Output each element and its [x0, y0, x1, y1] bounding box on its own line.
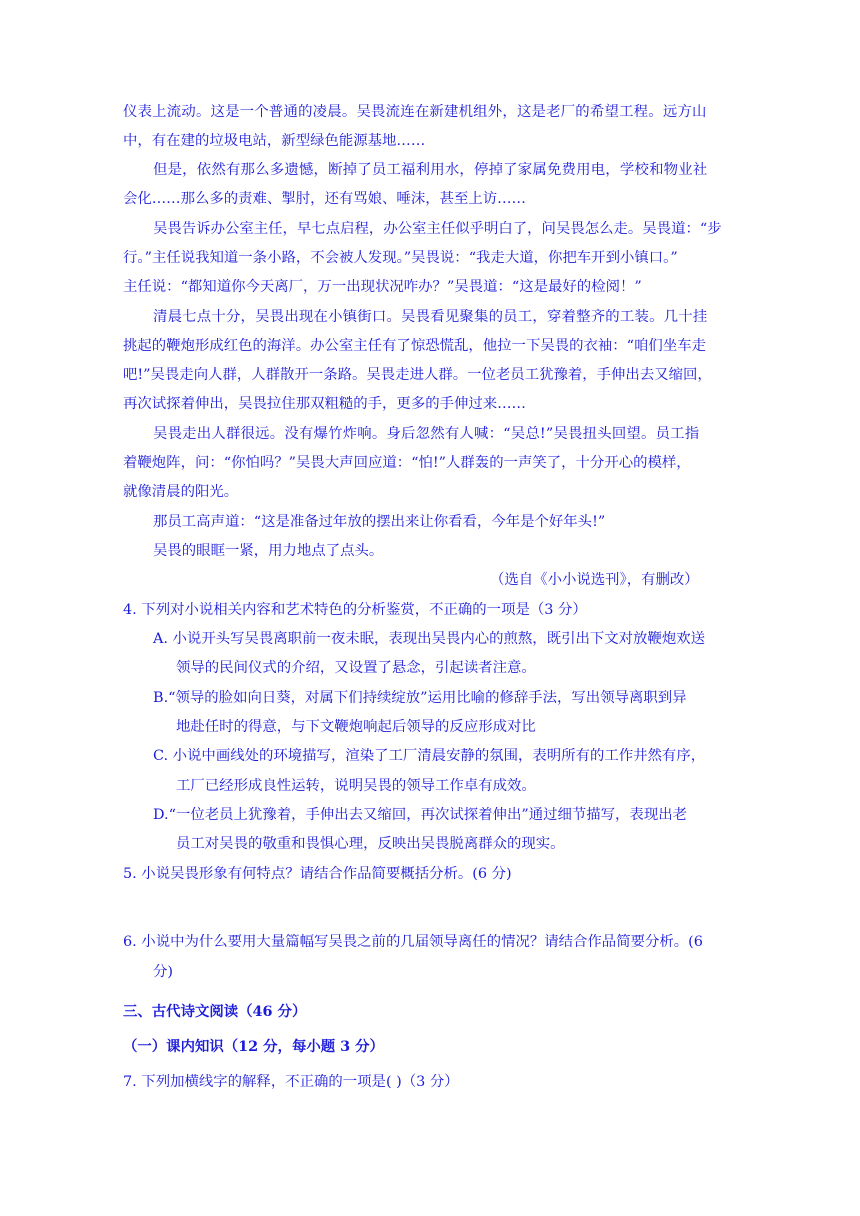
story-source: （选自《小小说选刊》，有删改）	[490, 572, 699, 588]
story-p5-line1: 吴畏走出人群很远。没有爆竹炸响。身后忽然有人喊：“吴总!”吴畏扭头回望。员工指	[153, 426, 700, 442]
story-p2-line2: 会化……那么多的责难、掣肘，还有骂娘、唾沫，甚至上访……	[123, 191, 526, 207]
story-p7: 吴畏的眼眶一紧，用力地点了点头。	[153, 543, 384, 559]
q4-stem: 4. 下列对小说相关内容和艺术特色的分析鉴赏，不正确的一项是（3 分）	[123, 602, 587, 618]
subsection-1-heading: （一）课内知识（12 分，每小题 3 分）	[123, 1038, 384, 1055]
section-3-heading: 三、古代诗文阅读（46 分）	[123, 1003, 307, 1020]
story-p5-line2: 着鞭炮阵，问：“你怕吗？”吴畏大声回应道：“怕!”人群轰的一声笑了，十分开心的模样，	[123, 455, 691, 471]
story-p3-line2: 行。”主任说我知道一条小路，不会被人发现。”吴畏说：“我走大道，你把车开到小镇口。”	[123, 250, 678, 266]
story-p6: 那员工高声道：“这是准备过年放的摆出来让你看看，今年是个好年头!”	[153, 514, 606, 530]
story-p1-line2: 中，有在建的垃圾电站，新型绿色能源基地……	[123, 133, 426, 149]
story-p5-line3: 就像清晨的阳光。	[123, 484, 239, 500]
q4-option-a-line2: 领导的民间仪式的介绍，又设置了悬念，引起读者注意。	[176, 660, 536, 676]
story-p4-line3: 吧!”吴畏走向人群，人群散开一条路。吴畏走进人群。一位老员工犹豫着，手伸出去又缩回，	[123, 367, 712, 383]
q4-option-c-line1: C. 小说中画线处的环境描写，渲染了工厂清晨安静的氛围，表明所有的工作井然有序，	[153, 748, 706, 764]
story-p3-line1: 吴畏告诉办公室主任，早七点启程，办公室主任似乎明白了，问吴畏怎么走。吴畏道：“步	[153, 221, 722, 237]
story-p2-line1: 但是，依然有那么多遗憾，断掉了员工福利用水，停掉了家属免费用电，学校和物业社	[153, 162, 708, 178]
story-p4-line4: 再次试探着伸出，吴畏拉住那双粗糙的手，更多的手伸过来……	[123, 396, 526, 412]
q4-option-b-line1: B.“领导的脸如向日葵，对属下们持续绽放”运用比喻的修辞手法，写出领导离职到异	[153, 690, 687, 706]
q6-stem-line1: 6. 小说中为什么要用大量篇幅写吴畏之前的几届领导离任的情况？请结合作品简要分析。(6	[123, 934, 703, 950]
q4-option-d-line2: 员工对吴畏的敬重和畏惧心理，反映出吴畏脱离群众的现实。	[176, 836, 565, 852]
q5-stem: 5. 小说吴畏形象有何特点？请结合作品简要概括分析。(6 分)	[123, 866, 512, 882]
story-p4-line2: 挑起的鞭炮形成红色的海洋。办公室主任有了惊恐慌乱，他拉一下吴畏的衣袖：“咱们坐车走	[123, 338, 706, 354]
story-p4-line1: 清晨七点十分，吴畏出现在小镇街口。吴畏看见聚集的员工，穿着整齐的工装。几十挂	[153, 309, 708, 325]
q7-stem: 7. 下列加横线字的解释，不正确的一项是( )（3 分）	[123, 1074, 459, 1090]
q6-stem-line2: 分)	[153, 964, 174, 980]
q4-option-d-line1: D.“一位老员上犹豫着，手伸出去又缩回，再次试探着伸出”通过细节描写，表现出老	[153, 807, 687, 823]
story-p3-line3: 主任说：“都知道你今天离厂，万一出现状况咋办？”吴畏道：“这是最好的检阅！”	[123, 279, 642, 295]
story-p1-line1: 仪表上流动。这是一个普通的凌晨。吴畏流连在新建机组外，这是老厂的希望工程。远方山	[123, 104, 707, 120]
q4-option-b-line2: 地赴任时的得意，与下文鞭炮响起后领导的反应形成对比	[176, 719, 536, 735]
q4-option-a-line1: A. 小说开头写吴畏离职前一夜未眠，表现出吴畏内心的煎熬，既引出下文对放鞭炮欢送	[153, 631, 705, 647]
q4-option-c-line2: 工厂已经形成良性运转，说明吴畏的领导工作卓有成效。	[176, 778, 536, 794]
